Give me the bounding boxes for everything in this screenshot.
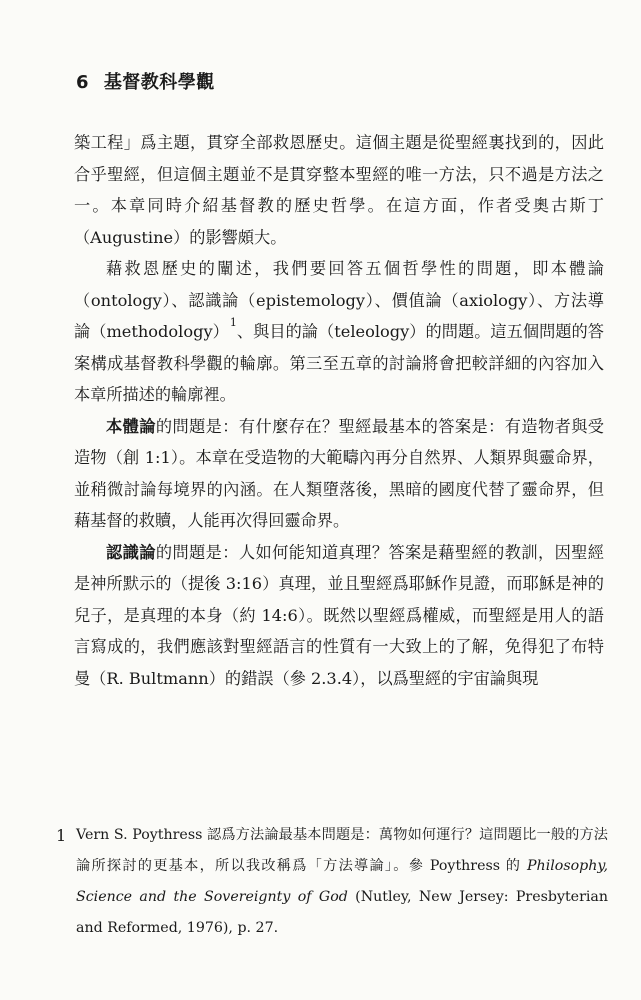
paragraph-text: 的問題是：有什麼存在？聖經最基本的答案是：有造物者與受造物（創 1:1）。本章在受造物的大範疇內再分自然界、人類界與靈命界，並稍微討論每境界的內涵。在人類墮落後，黑暗的國度代替了靈命界，但藉基督的救贖，人能再次得回靈命界。 (74, 416, 604, 530)
paragraph-epistemology (74, 537, 604, 695)
body-text (74, 127, 604, 694)
paragraph-continuation (74, 127, 604, 253)
paragraph-text: 築工程」爲主題，貫穿全部救恩歷史。這個主題是從聖經裏找到的，因此合乎聖經，但這個主題並不是貫穿整本聖經的唯一方法，只不過是方法之一。本章同時介紹基督教的歷史哲學。在這方面，作者受奧古斯丁（Augustine）的影響頗大。 (74, 133, 604, 247)
page-number: 6 (76, 72, 90, 93)
paragraph-text: 的問題是：人如何能知道真理？答案是藉聖經的教訓，因聖經是神所默示的（提後 3:16）真理，並且聖經爲耶穌作見證，而耶穌是神的兒子，是真理的本身（約 14:6）。既然以聖經爲權威，而聖經是用人的語言寫成的，我們應該對聖經語言的性質有一大致上的了解，免得犯了布特曼（R. Bultmann）的錯誤（參 2.3.4），以爲聖經的宇宙論與現 (74, 542, 604, 688)
paragraph-text: 藉救恩歷史的闡述，我們要回答五個哲學性的問題，即本體論（ontology）、認識論（epistemology）、價值論（axiology）、方法導論（methodology） (74, 259, 604, 341)
paragraph-five-questions (74, 253, 604, 411)
paragraph-text: 、與目的論（teleology）的問題。這五個問題的答案構成基督教科學觀的輪廓。第三至五章的討論將會把較詳細的內容加入本章所描述的輪廓裡。 (74, 322, 604, 404)
footnote-book-title: Philosophy, Science and the Sovereignty of God (76, 858, 608, 905)
paragraph-ontology (74, 411, 604, 537)
footnote-text-end: (Nutley, New Jersey: Presbyterian and Reformed, 1976), p. 27. (76, 889, 608, 936)
chapter-title: 基督教科學觀 (103, 72, 215, 93)
term-epistemology: 認識論 (106, 542, 156, 562)
footnote-reference[interactable]: 1 (229, 315, 237, 329)
footnote-text (76, 820, 608, 944)
footnote-text-start: Vern S. Poythress 認爲方法論最基本問題是：萬物如何運行？這問題比一般的方法論所探討的更基本，所以我改稱爲「方法導論」。參 Poythress 的 (76, 827, 608, 874)
footnote-number: 1 (56, 826, 67, 845)
term-ontology: 本體論 (106, 416, 156, 436)
footnote (56, 820, 608, 944)
page-header (76, 68, 215, 94)
